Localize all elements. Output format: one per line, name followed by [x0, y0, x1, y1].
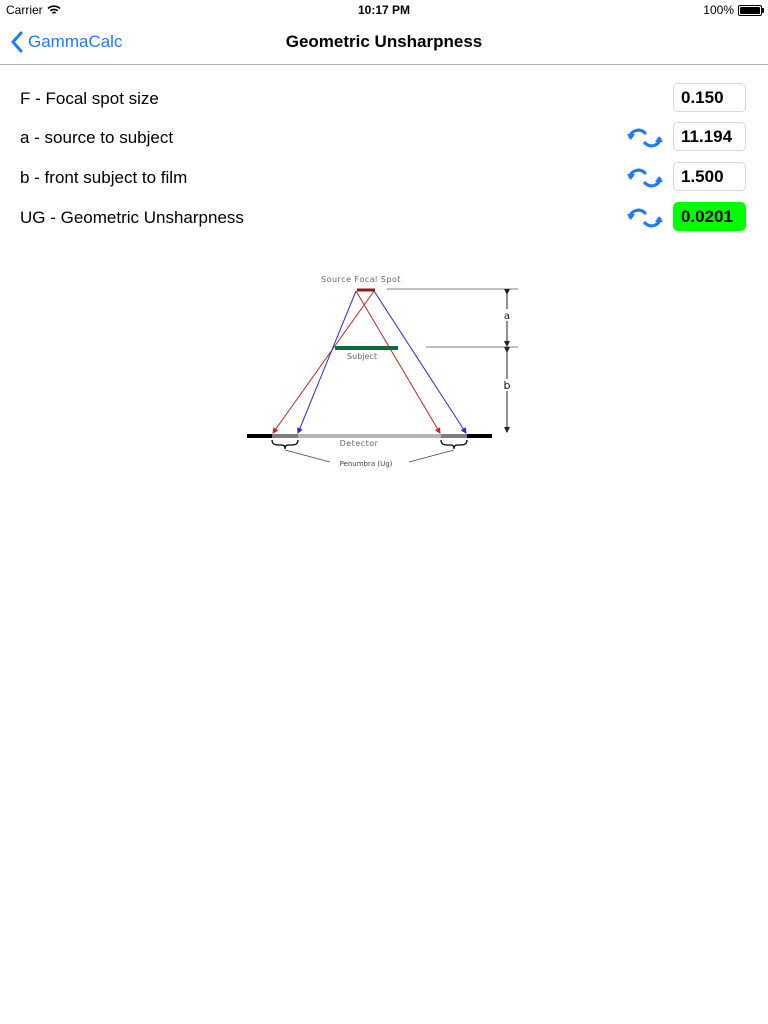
penumbra-left-brace: [272, 440, 298, 449]
penumbra-pointer-right: [409, 450, 454, 462]
geometric-unsharpness-diagram: [246, 272, 522, 472]
penumbra-pointer-left: [285, 450, 330, 462]
back-button-label: GammaCalc: [28, 32, 123, 51]
detector-label: Detector: [339, 439, 379, 448]
page-title: Geometric Unsharpness: [285, 32, 483, 51]
row-focal-spot-size: [0, 82, 768, 116]
refresh-icon[interactable]: [626, 206, 664, 230]
row-source-to-subject: [0, 121, 768, 155]
dimension-a-label: a: [503, 311, 511, 322]
subject-label: Subject: [347, 352, 377, 361]
ray-red-left: [273, 291, 374, 433]
refresh-icon[interactable]: [626, 166, 664, 190]
source-to-subject-input[interactable]: 11.194: [673, 122, 746, 151]
refresh-icon[interactable]: [626, 126, 664, 150]
source-to-subject-label: a - source to subject: [20, 128, 174, 147]
battery-icon: [738, 5, 762, 16]
geometric-unsharpness-label: UG - Geometric Unsharpness: [20, 208, 244, 227]
battery-percent: 100%: [703, 3, 734, 17]
status-time: 10:17 PM: [357, 3, 411, 17]
geometric-unsharpness-result[interactable]: 0.0201: [673, 202, 746, 231]
navigation-bar: [0, 20, 768, 65]
ray-blue-right: [374, 291, 466, 433]
focal-spot-size-input[interactable]: 0.150: [673, 83, 746, 112]
focal-spot-size-label: F - Focal spot size: [20, 89, 159, 108]
front-subject-to-film-label: b - front subject to film: [20, 168, 188, 187]
status-bar: [0, 0, 768, 20]
penumbra-label: Penumbra (Ug): [339, 460, 393, 468]
row-front-subject-to-film: [0, 161, 768, 195]
dimension-b-label: b: [503, 379, 511, 392]
ray-red-right: [356, 291, 440, 433]
row-geometric-unsharpness: [0, 201, 768, 235]
carrier-label: Carrier: [6, 3, 43, 17]
source-focal-spot-label: Source Focal Spot: [321, 275, 401, 284]
status-battery: [703, 3, 762, 17]
ray-blue-left: [298, 291, 356, 433]
penumbra-right-brace: [441, 440, 467, 449]
front-subject-to-film-input[interactable]: 1.500: [673, 162, 746, 191]
